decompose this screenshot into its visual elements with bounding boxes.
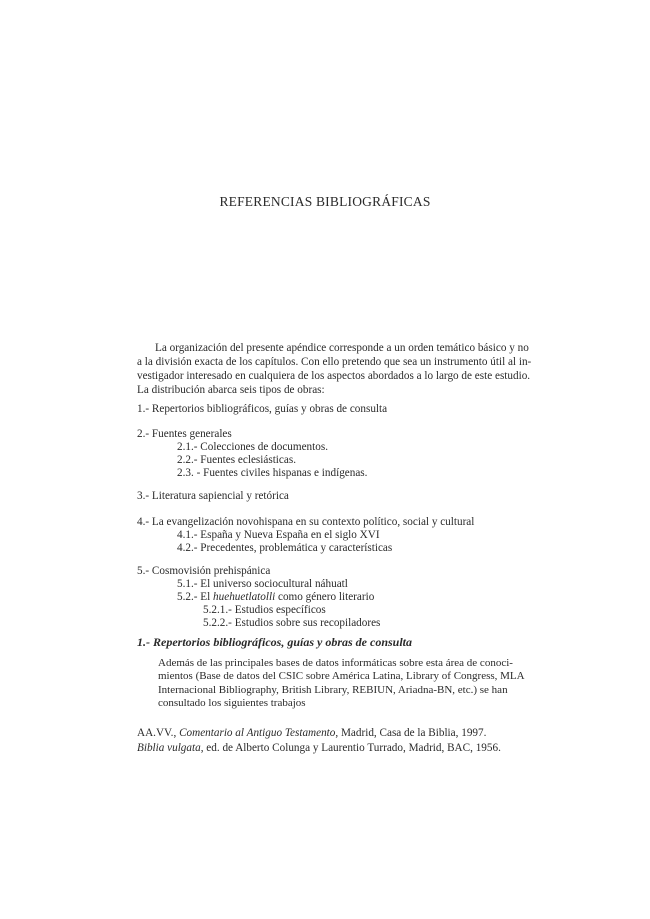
reference-text: , ed. de Alberto Colunga y Laurentio Turrado, Madrid, BAC, 1956. [200,742,501,754]
toc-subitem: 2.1.- Colecciones de documentos. [177,441,328,453]
reference-list [137,726,517,756]
toc-item: 2.- Fuentes generales [137,428,232,440]
toc-subsubitem: 5.2.1.- Estudios específicos [203,604,326,616]
intro-paragraph [137,341,532,397]
intro-line: vestigador interesado en cualquiera de los aspectos abordados a lo largo de este estudio. [137,370,531,382]
toc-subitem: 5.1.- El universo sociocultural náhuatl [177,578,348,590]
toc-subsubitem: 5.2.2.- Estudios sobre sus recopiladores [203,617,381,629]
toc-section-2 [137,428,517,480]
intro-line: La distribución abarca seis tipos de obras: [137,384,325,396]
toc-subitem: 4.1.- España y Nueva España en el siglo XVI [177,529,380,541]
section-body-line: Internacional Bibliography, British Library, REBIUN, Ariadna-BN, etc.) se han [158,683,508,696]
section-body [158,657,525,711]
reference-text: , Madrid, Casa de la Biblia, 1997. [335,727,487,739]
toc-subitem: 2.2.- Fuentes eclesiásticas. [177,454,296,466]
reference-text: AA.VV., [137,727,180,739]
reference-title: Biblia vulgata [137,742,201,754]
section-body-line: mientos (Base de datos del CSIC sobre América Latina, Library of Congress, MLA [158,670,525,683]
intro-line: La organización del presente apéndice corresponde a un orden temático básico y no [155,342,529,354]
reference-entry [137,726,517,741]
section-body-line: Además de las principales bases de datos informáticas sobre esta área de conoci- [158,657,513,669]
toc-section-5 [137,565,517,630]
toc-section-1 [137,403,517,416]
toc-item: 3.- Literatura sapiencial y retórica [137,490,289,502]
toc-item: 5.- Cosmovisión prehispánica [137,565,271,577]
toc-subitem [137,591,517,604]
intro-line: a la división exacta de los capítulos. Con ello pretendo que sea un instrumento útil al in- [137,356,532,368]
toc-subitem: 4.2.- Precedentes, problemática y características [177,542,393,554]
toc-italic-term: huehuetlatolli [213,591,276,603]
reference-entry [137,741,517,756]
toc-section-3 [137,490,517,503]
page-title: REFERENCIAS BIBLIOGRÁFICAS [219,194,431,209]
section-heading: 1.- Repertorios bibliográficos, guías y obras de consulta [137,635,413,649]
toc-text: 5.2.- El [177,591,214,603]
toc-item: 4.- La evangelización novohispana en su contexto político, social y cultural [137,516,475,528]
toc-item: 1.- Repertorios bibliográficos, guías y obras de consulta [137,403,388,415]
section-body-line: consultado los siguientes trabajos [158,697,306,710]
toc-subitem: 2.3. - Fuentes civiles hispanas e indígenas. [177,467,368,479]
reference-title: Comentario al Antiguo Testamento [179,727,336,739]
toc-section-4 [137,516,517,555]
toc-text: como género literario [275,591,375,603]
